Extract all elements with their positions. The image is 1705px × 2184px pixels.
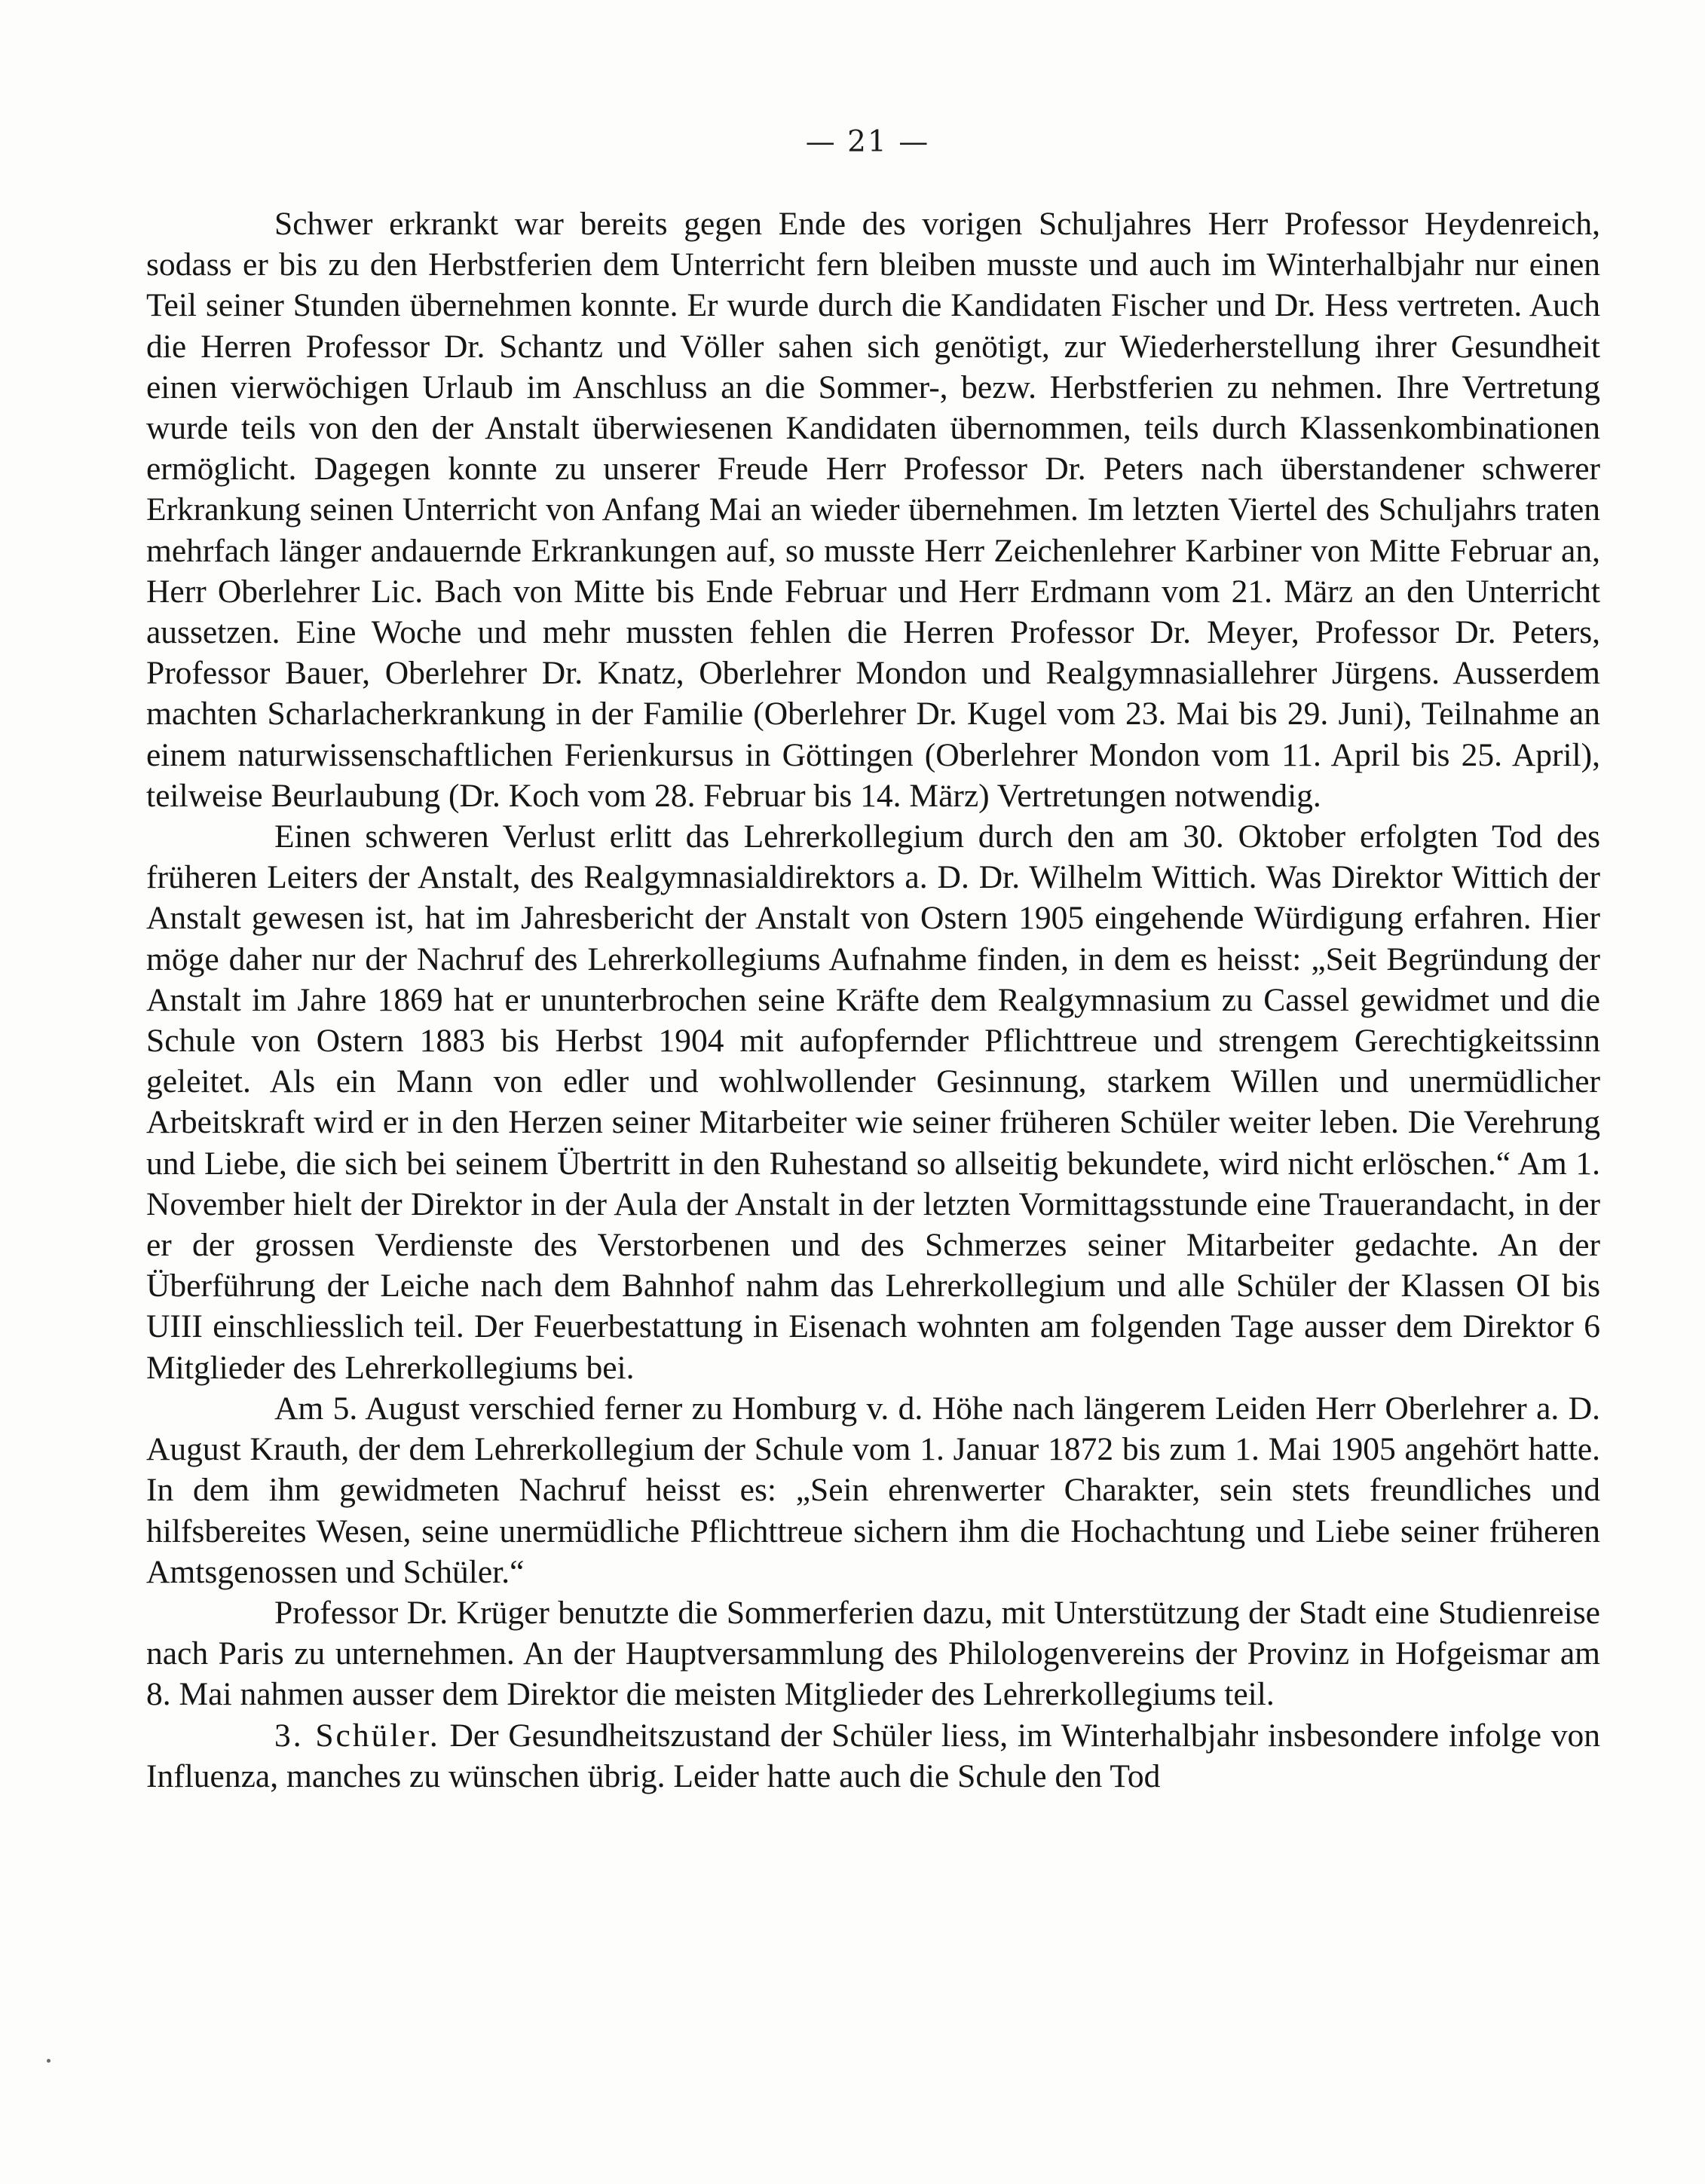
paragraph-students	[146, 1715, 1600, 1797]
scan-speck	[47, 2059, 51, 2063]
paragraph-students-text: Der Gesundheitszustand der Schüler liess, im Winterhalbjahr insbesondere infolge von Influenza, manches zu wünschen übrig. Leider hatte auch die Schule den Tod	[146, 1717, 1601, 1794]
paragraph-study-trip: Professor Dr. Krüger benutzte die Sommerferien dazu, mit Unterstützung der Stadt eine Studienreise nach Paris zu unternehmen. An der Hauptversammlung des Philologenvereins der Provinz in Hofgeismar am 8. Mai nahmen ausser dem Direktor die meisten Mitglieder des Lehrerkollegiums teil.	[146, 1594, 1600, 1713]
paragraph-staff-illness: Schwer erkrankt war bereits gegen Ende des vorigen Schuljahres Herr Professor Heydenreich, sodass er bis zu den Herbstferien dem Unterricht fern bleiben musste und auch im Winterhalbjahr nur einen Teil seiner Stunden übernehmen konnte. Er wurde durch die Kandidaten Fischer und Dr. Hess vertreten. Auch die Herren Professor Dr. Schantz und Völler sahen sich genötigt, zur Wiederherstellung ihrer Gesundheit einen vierwöchigen Urlaub im Anschluss an die Sommer-, bezw. Herbstferien zu nehmen. Ihre Vertretung wurde teils von den der Anstalt überwiesenen Kandidaten übernommen, teils durch Klassenkombinationen ermöglicht. Dagegen konnte zu unserer Freude Herr Professor Dr. Peters nach überstandener schwerer Erkrankung seinen Unterricht von Anfang Mai an wieder übernehmen. Im letzten Viertel des Schuljahrs traten mehrfach länger andauernde Erkrankungen auf, so musste Herr Zeichenlehrer Karbiner von Mitte Februar an, Herr Oberlehrer Lic. Bach von Mitte bis Ende Februar und Herr Erdmann vom 21. März an den Unterricht aussetzen. Eine Woche und mehr mussten fehlen die Herren Professor Dr. Meyer, Professor Dr. Peters, Professor Bauer, Oberlehrer Dr. Knatz, Oberlehrer Mondon und Realgymnasiallehrer Jürgens. Ausserdem machten Scharlacherkrankung in der Familie (Oberlehrer Dr. Kugel vom 23. Mai bis 29. Juni), Teilnahme an einem naturwissenschaftlichen Ferienkursus in Göttingen (Oberlehrer Mondon vom 11. April bis 25. April), teilweise Beurlaubung (Dr. Koch vom 28. Februar bis 14. März) Vertretungen notwendig.	[146, 206, 1600, 814]
paragraph-obituary-krauth: Am 5. August verschied ferner zu Homburg v. d. Höhe nach längerem Leiden Herr Oberlehrer a. D. August Krauth, der dem Lehrerkollegium der Schule vom 1. Januar 1872 bis zum 1. Mai 1905 angehört hatte. In dem ihm gewidmeten Nachruf heisst es: „Sein ehrenwerter Charakter, sein stets freundliches und hilfsbereites Wesen, seine unermüdliche Pflichttreue sichern ihm die Hochachtung und Liebe seiner früheren Amtsgenossen und Schüler.“	[146, 1390, 1600, 1590]
paragraph-obituary-wittich: Einen schweren Verlust erlitt das Lehrerkollegium durch den am 30. Oktober erfolgten Tod des früheren Leiters der Anstalt, des Realgymnasialdirektors a. D. Dr. Wilhelm Wittich. Was Direktor Wittich der Anstalt gewesen ist, hat im Jahresbericht der Anstalt von Ostern 1905 eingehende Würdigung erfahren. Hier möge daher nur der Nachruf des Lehrerkollegiums Aufnahme finden, in dem es heisst: „Seit Begründung der Anstalt im Jahre 1869 hat er ununterbrochen seine Kräfte dem Realgymnasium zu Cassel gewidmet und die Schule von Ostern 1883 bis Herbst 1904 mit aufopfernder Pflichttreue und strengem Gerechtigkeitssinn geleitet. Als ein Mann von edler und wohlwollender Gesinnung, starkem Willen und unermüdlicher Arbeitskraft wird er in den Herzen seiner Mitarbeiter wie seiner früheren Schüler weiter leben. Die Verehrung und Liebe, die sich bei seinem Übertritt in den Ruhestand so allseitig bekundete, wird nicht erlöschen.“ Am 1. November hielt der Direktor in der Aula der Anstalt in der letzten Vormittagsstunde eine Trauerandacht, in der er der grossen Verdienste des Verstorbenen und des Schmerzes seiner Mitarbeiter gedachte. An der Überführung der Leiche nach dem Bahnhof nahm das Lehrerkollegium und alle Schüler der Klassen OI bis UIII einschliesslich teil. Der Feuerbestattung in Eisenach wohnten am folgenden Tage ausser dem Direktor 6 Mitglieder des Lehrerkollegiums bei.	[146, 818, 1600, 1386]
page-number: — 21 —	[805, 125, 930, 159]
body-text	[146, 203, 1600, 1797]
section-heading-students: 3. Schüler.	[274, 1717, 440, 1754]
